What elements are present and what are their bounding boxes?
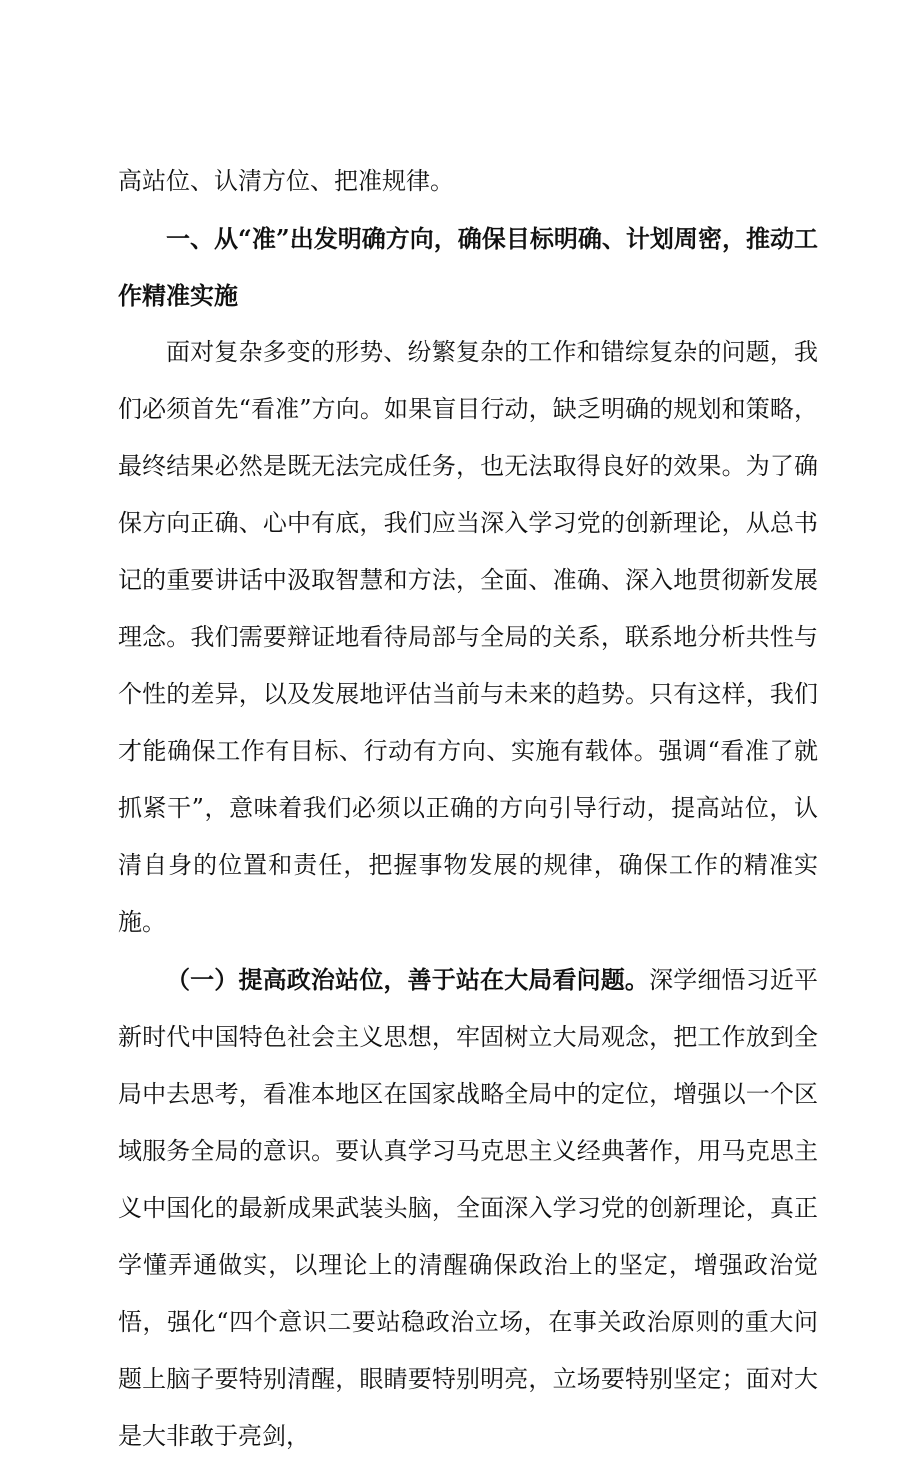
section-heading: 一、从“准”出发明确方向，确保目标明确、计划周密，推动工作精准实施 [118,224,818,310]
paragraph-2 [118,951,818,1465]
continuation-line: 高站位、认清方位、把准规律。 [118,167,454,195]
paragraph-1: 面对复杂多变的形势、纷繁复杂的工作和错综复杂的问题，我们必须首先“看准”方向。如果盲目行动，缺乏明确的规划和策略，最终结果必然是既无法完成任务，也无法取得良好的效果。为了确保方向正确、心中有底，我们应当深入学习党的创新理论，从总书记的重要讲话中汲取智慧和方法，全面、准确、深入地贯彻新发展理念。我们需要辩证地看待局部与全局的关系，联系地分析共性与个性的差异，以及发展地评估当前与未来的趋势。只有这样，我们才能确保工作有目标、行动有方向、实施有载体。强调“看准了就抓紧干”，意味着我们必须以正确的方向引导行动，提高站位，认清自身的位置和责任，把握事物发展的规律，确保工作的精准实施。 [118,338,818,936]
subsection-heading: （一）提高政治站位，善于站在大局看问题。 [166,965,650,994]
document-body [118,153,818,1465]
paragraph-2-text: 深学细悟习近平新时代中国特色社会主义思想，牢固树立大局观念，把工作放到全局中去思考，看准本地区在国家战略全局中的定位，增强以一个区域服务全局的意识。要认真学习马克思主义经典著作，用马克思主义中国化的最新成果武装头脑，全面深入学习党的创新理论，真正学懂弄通做实，以理论上的清醒确保政治上的坚定，增强政治觉悟，强化“四个意识二要站稳政治立场，在事关政治原则的重大问题上脑子要特别清醒，眼睛要特别明亮，立场要特别坚定；面对大是大非敢于亮剑， [118,966,819,1450]
